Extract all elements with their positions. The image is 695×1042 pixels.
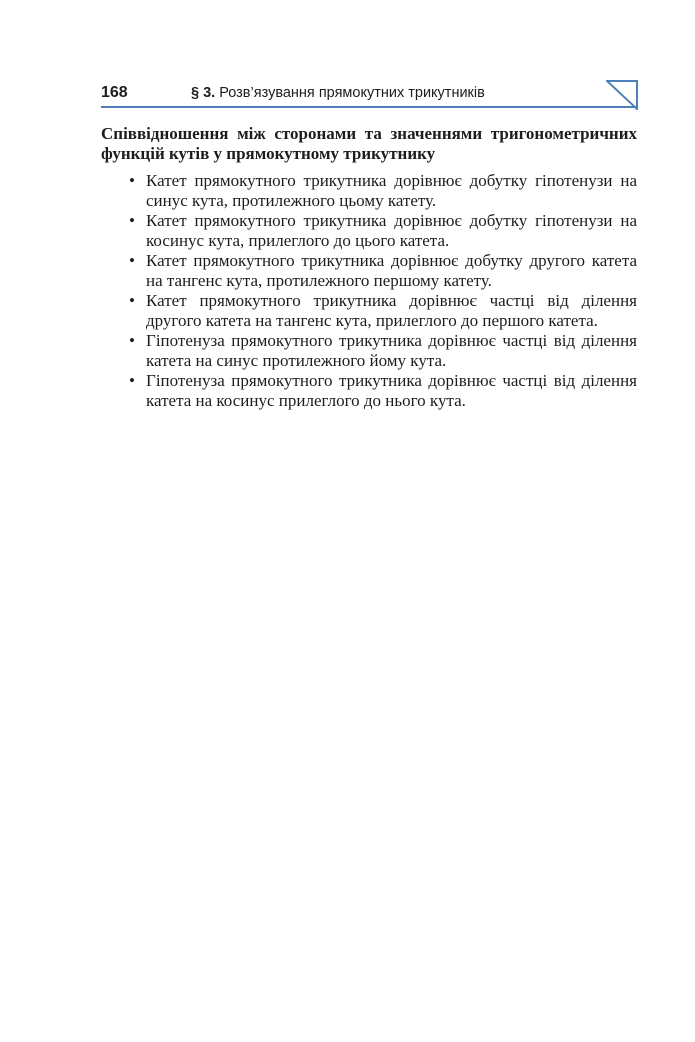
list-item-text: Гіпотенуза прямокутного трикутника дорівнює частці від ділення катета на синус протилежного йому кута.: [146, 331, 637, 370]
list-item: [101, 211, 637, 251]
list-item-text: Катет прямокутного трикутника дорівнює добутку гіпотенузи на синус кута, протилежного цьому катету.: [146, 171, 637, 210]
list-item: [101, 171, 637, 211]
list-item-text: Катет прямокутного трикутника дорівнює добутку другого катета на тангенс кута, протилежного першому катету.: [146, 251, 637, 290]
bullet-icon: •: [129, 251, 135, 270]
bullet-icon: •: [129, 171, 135, 190]
bullet-icon: •: [129, 331, 135, 350]
list-item: [101, 331, 637, 371]
summary-block: [101, 124, 637, 411]
section-number: § 3.: [191, 85, 216, 101]
corner-triangle-icon: [606, 80, 638, 110]
page-header: [101, 78, 637, 108]
subheading: Співвідношення між сторонами та значеннями тригонометричних функцій кутів у прямокутному трикутнику: [101, 124, 637, 163]
rules-list: [101, 171, 637, 411]
list-item-text: Катет прямокутного трикутника дорівнює добутку гіпотенузи на косинус кута, прилеглого до цього катета.: [146, 211, 637, 250]
page-number: 168: [101, 84, 128, 101]
bullet-icon: •: [129, 371, 135, 390]
list-item-text: Катет прямокутного трикутника дорівнює частці від ділення другого катета на тангенс кута, прилеглого до першого катета.: [146, 291, 637, 330]
header-rule: [101, 106, 637, 108]
section-title: Розв’язування прямокутних трикутників: [219, 85, 485, 101]
running-head: [191, 83, 485, 103]
list-item: [101, 371, 637, 411]
list-item-text: Гіпотенуза прямокутного трикутника дорівнює частці від ділення катета на косинус прилеглого до нього кута.: [146, 371, 637, 410]
bullet-icon: •: [129, 291, 135, 310]
list-item: [101, 251, 637, 291]
bullet-icon: •: [129, 211, 135, 230]
list-item: [101, 291, 637, 331]
